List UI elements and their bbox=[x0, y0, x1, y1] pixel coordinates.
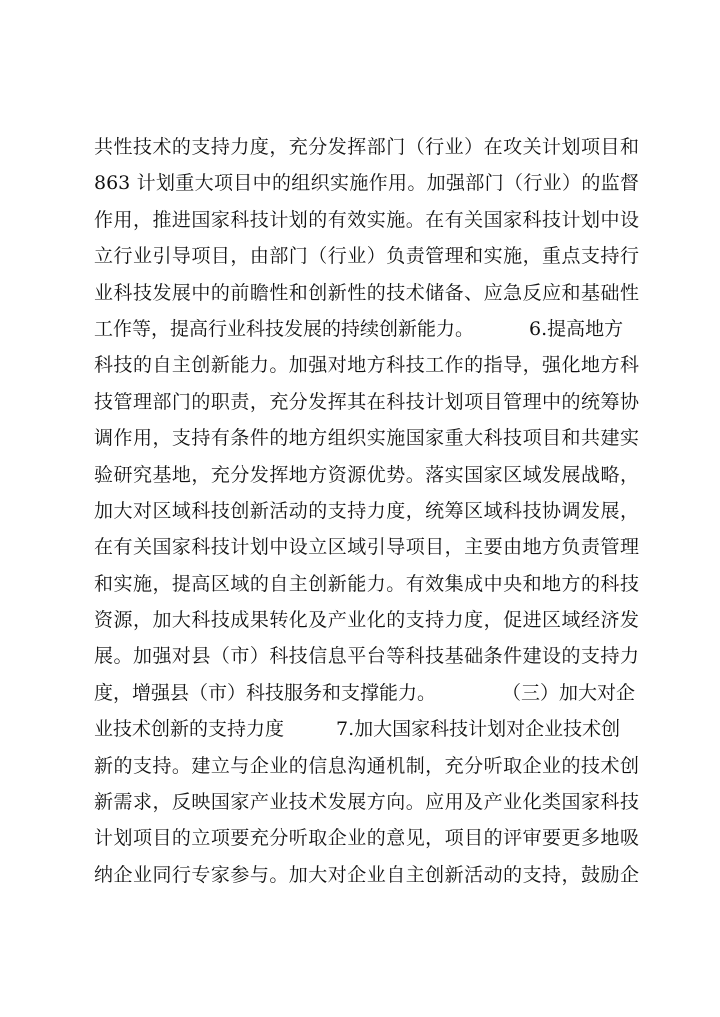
text-line: 新需求，反映国家产业技术发展方向。应用及产业化类国家科技 bbox=[94, 791, 639, 814]
text-line: 计划项目的立项要充分听取企业的意见，项目的评审要更多地吸 bbox=[94, 827, 639, 850]
text-line: 资源，加大科技成果转化及产业化的支持力度，促进区域经济发 bbox=[94, 609, 639, 632]
body-text bbox=[94, 129, 639, 893]
text-line: 在有关国家科技计划中设立区域引导项目，主要由地方负责管理 bbox=[94, 536, 639, 559]
text-line: 863 计划重大项目中的组织实施作用。加强部门（行业）的监督 bbox=[94, 172, 639, 195]
text-segment: 工作等，提高行业科技发展的持续创新能力。 bbox=[94, 317, 475, 340]
text-line: 立行业引导项目，由部门（行业）负责管理和实施，重点支持行 bbox=[94, 245, 639, 268]
text-segment: 度，增强县（市）科技服务和支撑能力。 bbox=[94, 681, 437, 704]
text-line bbox=[94, 711, 639, 747]
text-line: 新的支持。建立与企业的信息沟通机制，充分听取企业的技术创 bbox=[94, 754, 639, 777]
text-line: 作用，推进国家科技计划的有效实施。在有关国家科技计划中设 bbox=[94, 208, 639, 231]
text-line: 科技的自主创新能力。加强对地方科技工作的指导，强化地方科 bbox=[94, 354, 639, 377]
text-line: 调作用，支持有条件的地方组织实施国家重大科技项目和共建实 bbox=[94, 427, 639, 450]
text-line: 业科技发展中的前瞻性和创新性的技术储备、应急反应和基础性 bbox=[94, 281, 639, 304]
text-line: 加大对区域科技创新活动的支持力度，统筹区域科技协调发展， bbox=[94, 499, 639, 522]
text-line bbox=[94, 675, 639, 711]
section-heading: 6.提高地方 bbox=[529, 317, 624, 340]
text-line: 展。加强对县（市）科技信息平台等科技基础条件建设的支持力 bbox=[94, 645, 639, 668]
text-line: 纳企业同行专家参与。加大对企业自主创新活动的支持，鼓励企 bbox=[94, 863, 639, 886]
section-heading: 业技术创新的支持力度 bbox=[94, 718, 285, 741]
text-line bbox=[94, 311, 639, 347]
text-line: 和实施，提高区域的自主创新能力。有效集成中央和地方的科技 bbox=[94, 572, 639, 595]
section-heading: （三）加大对企 bbox=[502, 681, 636, 704]
text-line: 验研究基地，充分发挥地方资源优势。落实国家区域发展战略， bbox=[94, 463, 639, 486]
section-heading: 7.加大国家科技计划对企业技术创 bbox=[336, 718, 621, 741]
text-line: 共性技术的支持力度，充分发挥部门（行业）在攻关计划项目和 bbox=[94, 136, 639, 158]
text-line: 技管理部门的职责，充分发挥其在科技计划项目管理中的统筹协 bbox=[94, 390, 639, 413]
